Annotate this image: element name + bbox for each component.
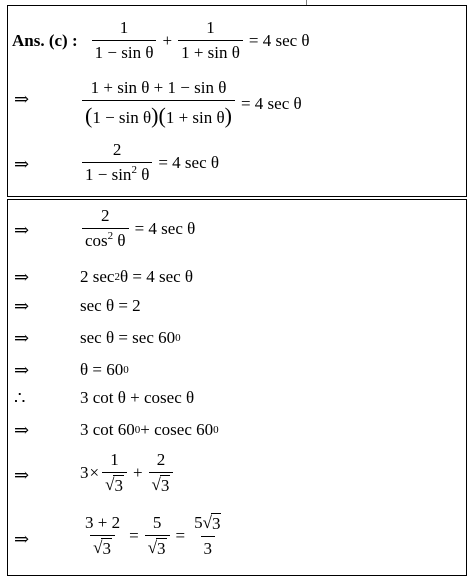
plus-sign: + [132,463,143,482]
solution-box-1 [7,5,467,197]
fraction-cos [82,206,129,251]
solution-box-2 [7,199,467,576]
equals-sign: = [129,526,139,545]
radicand: 3 [157,539,166,558]
equation-rhs: = 4 sec θ [240,93,302,113]
fraction-numerator: 3 + 2 [85,513,121,532]
equation-line-2 [80,78,302,129]
radicand: 3 [160,476,170,495]
fraction-five [145,513,170,559]
implies-symbol: ⇒ [14,154,30,174]
factor-right: 1 + sin θ [165,108,225,127]
radicand: 3 [114,476,123,495]
expression-part: + cosec 60 [140,420,214,439]
sqrt-icon [93,538,112,559]
expression-part: θ = 60 [80,360,124,379]
equals-sign: = [175,526,186,545]
equation-rhs: = 4 sec θ [158,152,220,172]
fraction-sqrt-1 [102,450,127,496]
fraction-denominator: (1 − sin θ)(1 + sin θ) [82,100,235,129]
fraction-denominator [90,535,115,559]
fraction-combined [82,78,235,129]
expression-text: sec θ = 2 [80,296,141,315]
sqrt-icon [105,475,124,496]
fraction-sqrt-2 [149,450,174,496]
fraction-denominator [149,472,174,496]
fraction-denominator [145,535,170,559]
times-sign: × [89,463,100,482]
radicand: 3 [102,539,111,558]
equation-line-5: 2 sec 2 θ = 4 sec θ [80,267,194,286]
equation-rhs: = 4 sec θ [134,218,196,238]
factor-left: 1 − sin θ [92,108,152,127]
fraction-denominator [82,228,129,251]
fraction-denominator: 3 [201,536,216,559]
denominator-tail: θ [113,231,126,250]
denominator-text: cos [85,231,108,250]
radical-sign: √ [147,538,158,557]
implies-symbol: ⇒ [14,328,30,348]
fraction-numerator: 5 [152,513,162,532]
equation-line-7: sec θ = sec 60 0 [80,328,181,347]
equation-line-9 [80,388,194,408]
equation-line-3 [80,140,219,185]
fraction-denominator [102,472,127,496]
expression-text: 3 cot θ + cosec θ [80,388,195,407]
fraction-2 [178,18,243,63]
fraction-numerator: 2 [156,450,166,469]
fraction-simplified [82,140,152,185]
radical-sign: √ [202,513,212,532]
fraction-numerator: 1 [119,18,129,37]
expression-part: sec θ = sec 60 [80,328,176,347]
expression-part: 2 sec [80,267,115,286]
sqrt-icon [148,538,167,559]
radical-sign: √ [105,475,115,494]
equation-rhs: = 4 sec θ [248,30,310,50]
radicand: 3 [211,514,221,533]
plus-sign: + [162,30,173,50]
fraction-result [191,513,224,559]
implies-symbol: ⇒ [14,360,30,380]
implies-symbol: ⇒ [14,529,30,549]
equation-line-11 [80,450,175,496]
implies-symbol: ⇒ [14,267,30,287]
fraction-numerator: 1 + sin θ + 1 − sin θ [90,78,227,97]
fraction-numerator: 2 [101,206,110,225]
exponent: 2 [131,164,137,176]
fraction-numerator: 1 [206,18,215,37]
implies-symbol: ⇒ [14,465,30,485]
radical-sign: √ [93,538,103,557]
coefficient: 5 [194,513,203,532]
answer-label: Ans. (c) : [12,30,78,50]
implies-symbol: ⇒ [14,420,30,440]
equation-line-4 [80,206,195,251]
fraction-numerator [191,513,224,536]
answer-line [12,18,310,63]
fraction-numerator: 2 [112,140,122,159]
implies-symbol: ⇒ [14,89,30,109]
expression-part: 3 cot 60 [80,420,135,439]
denominator-tail: θ [136,165,150,184]
sqrt-icon [152,475,171,496]
equation-line-12 [80,513,226,559]
expression-part: θ = 4 sec θ [119,267,194,286]
coefficient: 3 [80,463,89,482]
equation-line-10: 3 cot 60 0 + cosec 60 0 [80,420,219,439]
fraction-numerator: 1 [110,450,119,469]
equation-line-8: θ = 60 0 [80,360,129,379]
denominator-text: 1 − sin [85,165,132,184]
radical-sign: √ [151,475,161,494]
fraction-sum [82,513,123,559]
equation-line-6 [80,296,141,316]
implies-symbol: ⇒ [14,220,30,240]
fraction-denominator: 1 − sin θ [92,40,157,63]
therefore-symbol: ∴ [14,388,26,408]
fraction-1 [92,18,157,63]
exponent: 2 [107,230,114,242]
sqrt-icon [203,513,222,534]
implies-symbol: ⇒ [14,296,30,316]
fraction-denominator: 1 + sin θ [178,40,243,63]
fraction-denominator [82,162,152,185]
